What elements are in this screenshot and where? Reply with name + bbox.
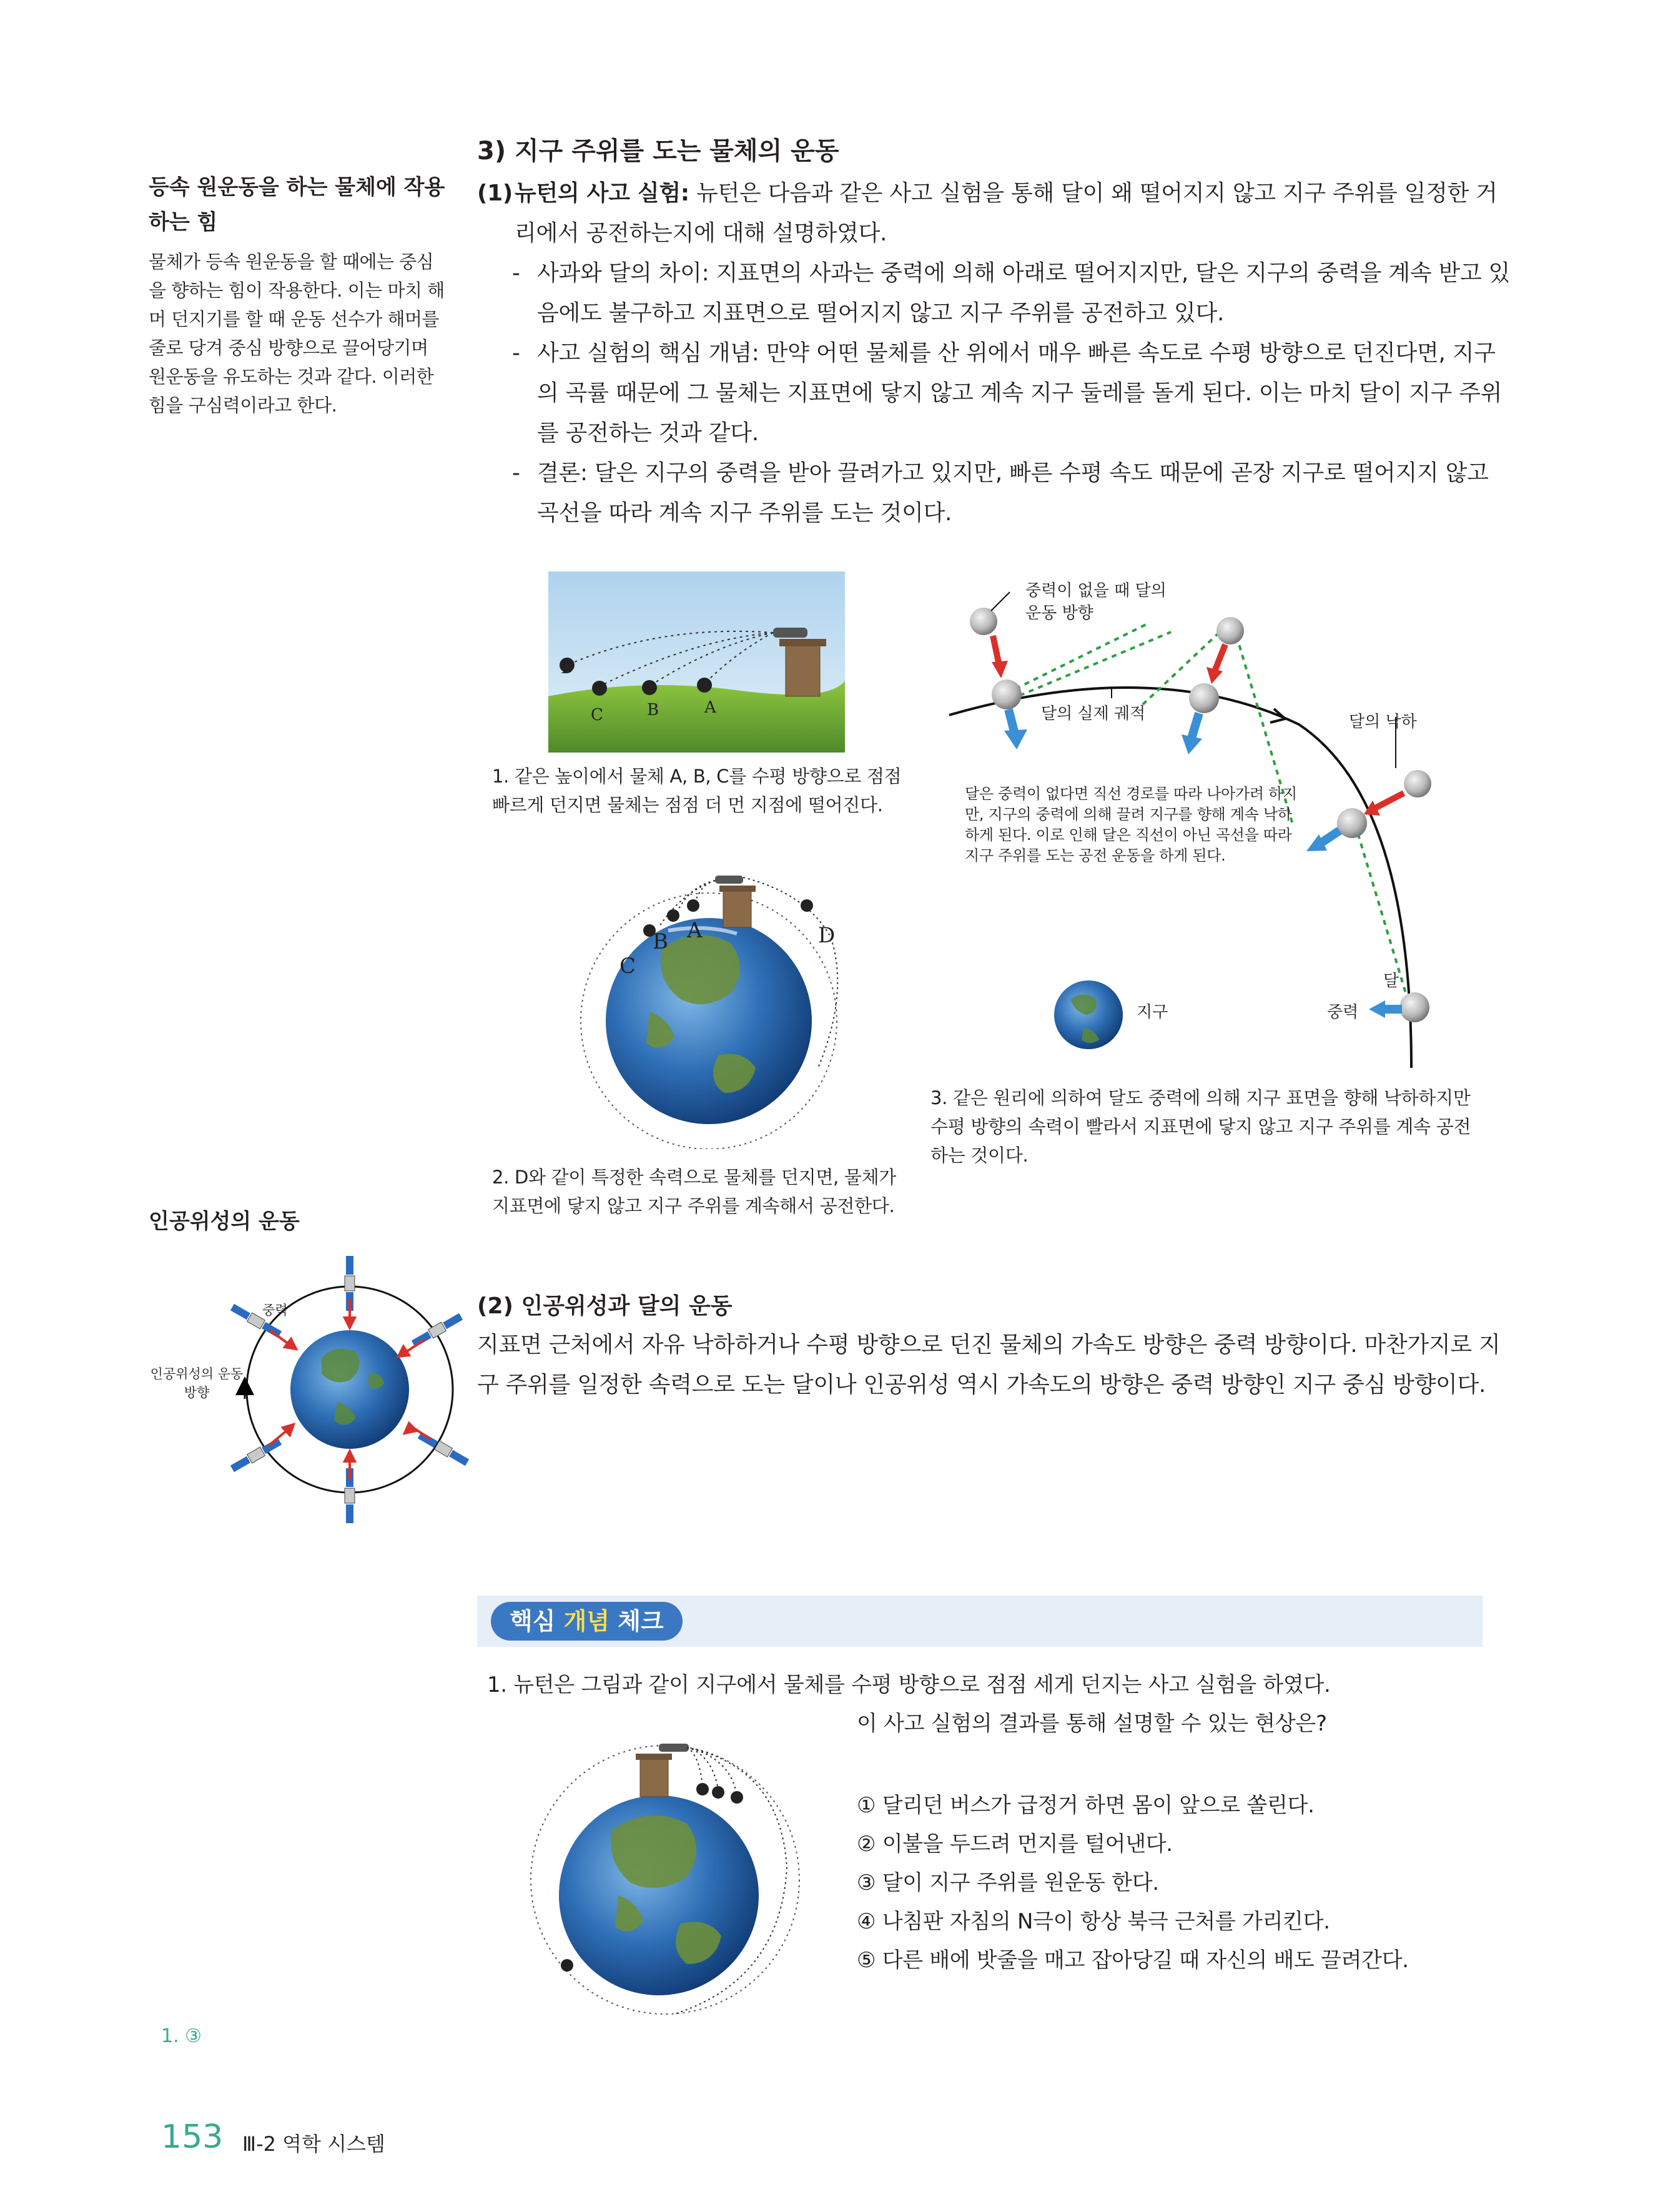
sidebar-circular-body: 물체가 등속 원운동을 할 때에는 중심을 향하는 힘이 작용한다. 이는 마치 해머 던지기를 할 때 운동 선수가 해머를 줄로 당겨 중심 방향으로 끌어당기며 원운동을 유도하는 것과 같다. 이러한 힘을 구심력이라고 한다.: [149, 251, 445, 416]
banner-text-3: 체크: [609, 1607, 664, 1635]
item2-heading: (2) 인공위성과 달의 운동: [477, 1293, 733, 1319]
answer-options: [857, 1786, 1481, 1980]
fig3-gravity-label: 중력: [1327, 1003, 1359, 1022]
item1-paragraph: [477, 174, 1514, 254]
fig2-label-c: C: [619, 954, 636, 979]
earth-icon: [290, 1330, 409, 1449]
cannon-icon: [659, 1744, 689, 1752]
cannon-icon: [773, 628, 807, 638]
item1-number: (1): [477, 180, 513, 206]
option-4[interactable]: ④ 나침판 자침의 N극이 항상 북극 근처를 가리킨다.: [857, 1909, 1330, 1934]
option-3[interactable]: ③ 달이 지구 주위를 원운동 한다.: [857, 1870, 1159, 1895]
bullet-item: - 결론: 달은 지구의 중력을 받아 끌려가고 있지만, 빠른 수평 속도 때문에 곧장 지구로 떨어지지 않고 곡선을 따라 계속 지구 주위를 도는 것이다.: [512, 460, 1489, 526]
option-5[interactable]: ⑤ 다른 배에 밧줄을 매고 잡아당길 때 자신의 배도 끌려간다.: [857, 1948, 1409, 1973]
sidebar-circular-title: 등속 원운동을 하는 물체에 작용하는 힘: [149, 175, 445, 235]
cannon-earth-figure: [556, 868, 868, 1149]
bullet-list: [512, 254, 1514, 533]
item1-text: 뉴턴은 다음과 같은 사고 실험을 통해 달이 왜 떨어지지 않고 지구 주위를 일정한 거리에서 공전하는지에 대해 설명하였다.: [515, 180, 1498, 246]
sidebar-satellite-title: 인공위성의 운동: [149, 1209, 300, 1234]
cannon-hill-figure: [548, 571, 845, 753]
fig1-caption: 1. 같은 높이에서 물체 A, B, C를 수평 방향으로 점점 빠르게 던지면 물체는 점점 더 먼 지점에 떨어진다.: [492, 766, 902, 816]
fig3-no-gravity-label: 중력이 없을 때 달의 운동 방향: [1025, 581, 1167, 623]
fig3-moon-label: 달: [1383, 972, 1399, 990]
fig2-label-d: D: [818, 923, 836, 948]
bullet-text: 만약 어떤 물체를 산 위에서 매우 빠른 속도로 수평 방향으로 던진다면, 지구의 곡률 때문에 그 물체는 지표면에 닿지 않고 계속 지구 둘레를 돌게 된다. 이는 마치 달이 지구 주위를 공전하는 것과 같다.: [537, 340, 1503, 446]
bullet-text: 달은 지구의 중력을 받아 끌려가고 있지만, 빠른 수평 속도 때문에 곧장 지구로 떨어지지 않고 곡선을 따라 계속 지구 주위를 도는 것이다.: [537, 460, 1489, 526]
fig1-label-b: B: [647, 701, 659, 719]
fig2-label-a: A: [687, 918, 703, 943]
question-line2: 이 사고 실험의 결과를 통해 설명할 수 있는 현상은?: [857, 1711, 1327, 1736]
fig2-caption: 2. D와 같이 특정한 속력으로 물체를 던지면, 물체가 지표면에 닿지 않고 지구 주위를 계속해서 공전한다.: [492, 1167, 897, 1217]
question-earth-figure: [518, 1730, 812, 2030]
question-line1: 1. 뉴턴은 그림과 같이 지구에서 물체를 수평 방향으로 점점 세게 던지는 사고 실험을 하였다.: [487, 1672, 1331, 1697]
option-1[interactable]: ① 달리던 버스가 급정거 하면 몸이 앞으로 쏠린다.: [857, 1793, 1315, 1818]
item1-title: 뉴턴의 사고 실험:: [515, 180, 689, 206]
fig3-earth-label: 지구: [1137, 1003, 1168, 1022]
fig3-caption: 3. 같은 원리에 의하여 달도 중력에 의해 지구 표면을 향해 낙하하지만 수평 방향의 속력이 빨라서 지표면에 닿지 않고 지구 주위를 계속 공전하는 것이다.: [930, 1087, 1471, 1166]
option-2[interactable]: ② 이불을 두드려 먼지를 털어낸다.: [857, 1832, 1173, 1857]
tower-icon: [786, 643, 820, 696]
fig2-label-b: B: [653, 929, 668, 954]
fig3-fall-label: 달의 낙하: [1349, 713, 1417, 731]
banner-text-2: 개념: [563, 1607, 610, 1635]
bullet-label: 사과와 달의 차이:: [537, 260, 709, 286]
satellite-motion-label: 인공위성의 운동 방향: [150, 1366, 244, 1400]
satellite-gravity-label: 중력: [262, 1303, 288, 1318]
bullet-label: 결론:: [537, 460, 588, 486]
section-heading: 3) 지구 주위를 도는 물체의 운동: [477, 137, 839, 165]
fig3-explain: 달은 중력이 없다면 직선 경로를 따라 나아가려 하지만, 지구의 중력에 의해 끌려 지구를 향해 계속 낙하하게 된다. 이로 인해 달은 직선이 아닌 곡선을 따라 지구 주위를 도는 공전 운동을 하게 된다.: [965, 785, 1297, 864]
bullet-label: 사고 실험의 핵심 개념:: [537, 340, 759, 366]
concept-check-banner: [477, 1596, 1483, 1647]
tower-icon: [640, 1758, 668, 1797]
fig1-label-d: D: [561, 659, 574, 678]
cannon-icon: [715, 876, 743, 884]
page-number: 153: [161, 2118, 224, 2156]
fig1-label-a: A: [704, 698, 716, 717]
fig1-label-c: C: [591, 706, 603, 724]
concept-check-pill: [491, 1602, 683, 1641]
fig3-actual-path-label: 달의 실제 궤적: [1041, 704, 1146, 723]
item2-paragraph: 지표면 근처에서 자유 낙하하거나 수평 방향으로 던진 물체의 가속도 방향은 중력 방향이다. 마찬가지로 지구 주위를 일정한 속력으로 도는 달이나 인공위성 역시 가속도의 방향은 중력 방향인 지구 중심 방향이다.: [477, 1332, 1501, 1398]
answer-note: 1. ③: [161, 2025, 202, 2047]
bullet-item: - 사고 실험의 핵심 개념: 만약 어떤 물체를 산 위에서 매우 빠른 속도로 수평 방향으로 던진다면, 지구의 곡률 때문에 그 물체는 지표면에 닿지 않고 계속 지구 둘레를 돌게 된다. 이는 마치 달이 지구 주위를 공전하는 것과 같다.: [512, 340, 1503, 446]
tower-icon: [723, 890, 751, 927]
bullet-item: - 사과와 달의 차이: 지표면의 사과는 중력에 의해 아래로 떨어지지만, 달은 지구의 중력을 계속 받고 있음에도 불구하고 지표면으로 떨어지지 않고 지구 주위를 공전하고 있다.: [512, 260, 1511, 326]
banner-text-1: 핵심: [510, 1607, 564, 1635]
bullet-text: 지표면의 사과는 중력에 의해 아래로 떨어지지만, 달은 지구의 중력을 계속 받고 있음에도 불구하고 지표면으로 떨어지지 않고 지구 주위를 공전하고 있다.: [537, 260, 1511, 326]
chapter-title: Ⅲ-2 역학 시스템: [242, 2132, 385, 2156]
